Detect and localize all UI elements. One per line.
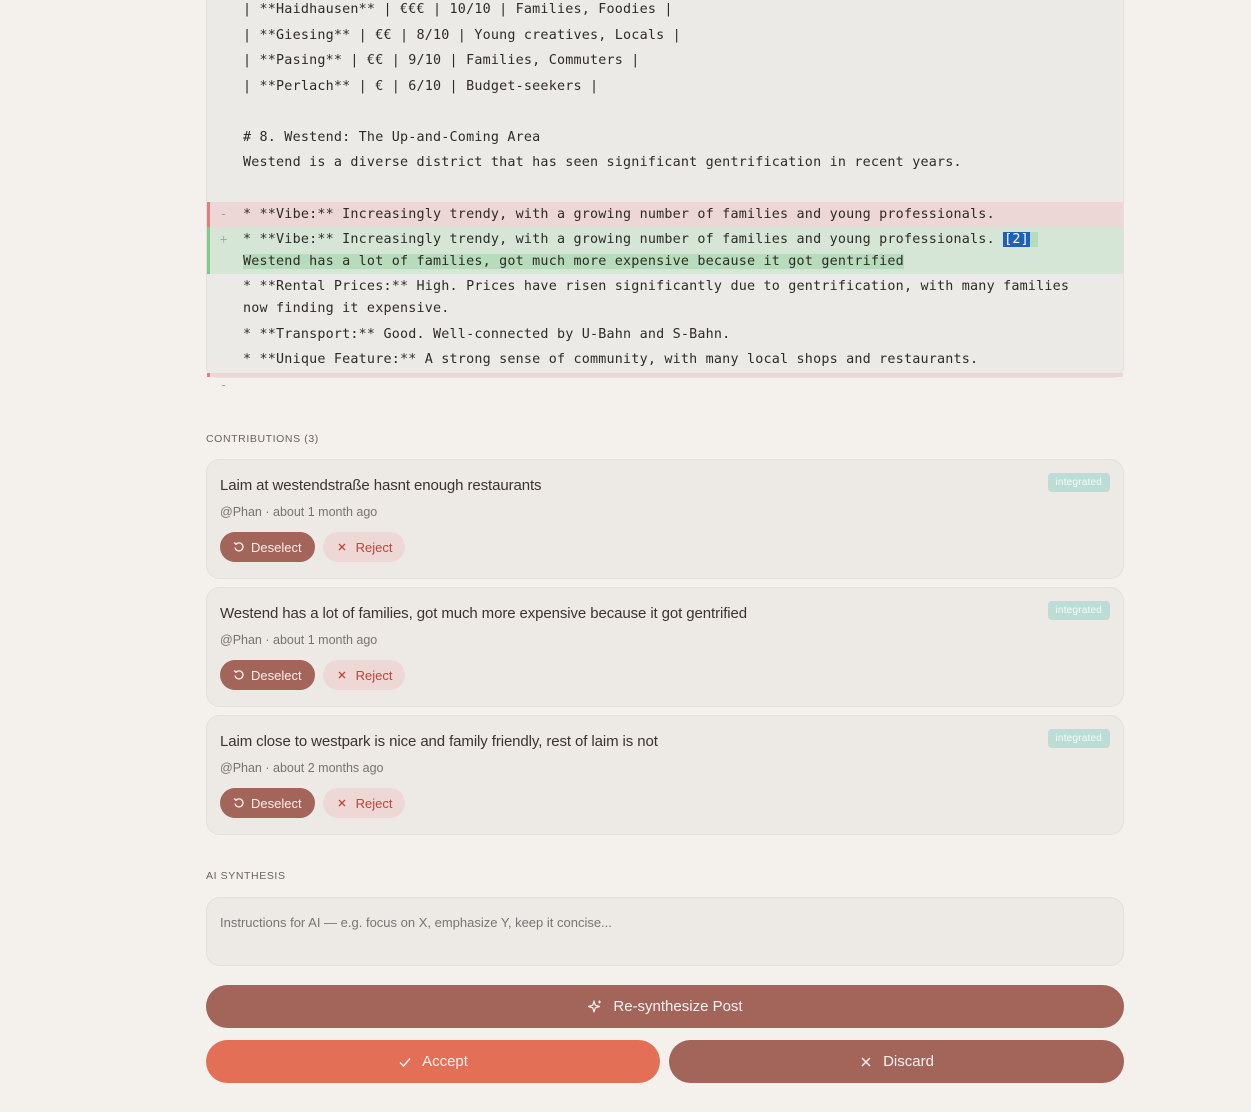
diff-viewer xyxy=(206,0,1124,392)
accept-button[interactable]: Accept xyxy=(206,1040,660,1083)
diff-line: | **Giesing** | €€ | 8/10 | Young creatives, Locals | xyxy=(243,27,681,43)
check-icon xyxy=(398,1055,412,1069)
contribution-meta: @Phan · about 1 month ago xyxy=(220,505,378,519)
diff-line-removed xyxy=(207,373,1123,392)
inserted-text: Westend has a lot of families, got much more expensive because it got gentrified xyxy=(243,232,1039,269)
contribution-card xyxy=(206,715,1124,835)
plus-marker: + xyxy=(220,232,228,247)
contribution-card xyxy=(206,459,1124,579)
diff-blank-line xyxy=(207,176,1123,202)
close-icon xyxy=(859,1055,873,1069)
discard-button[interactable]: Discard xyxy=(669,1040,1124,1083)
deselect-button[interactable]: Deselect xyxy=(220,532,315,562)
status-badge: integrated xyxy=(1048,473,1110,492)
contribution-meta: @Phan · about 2 months ago xyxy=(220,761,384,775)
diff-line-added: + * **Vibe:** Increasingly trendy, with a growing number of families and young professionals. [2] Westend has a lot of families, got much more expensive because it got gentrified xyxy=(207,227,1123,274)
contribution-meta: @Phan · about 1 month ago xyxy=(220,633,378,647)
close-icon xyxy=(336,541,348,553)
undo-icon xyxy=(233,669,245,681)
diff-line: * **Unique Feature:** A strong sense of community, with many local shops and restaurants. xyxy=(243,352,979,368)
ai-synthesis-heading: AI SYNTHESIS xyxy=(206,870,286,882)
citation-reference[interactable]: [2] xyxy=(1004,232,1029,248)
diff-line-removed: - * **Vibe:** Increasingly trendy, with a growing number of families and young professionals. xyxy=(207,202,1123,228)
resynthesize-button[interactable]: Re-synthesize Post xyxy=(206,985,1124,1028)
ai-instructions-input[interactable] xyxy=(206,897,1124,966)
diff-line: | **Haidhausen** | €€€ | 10/10 | Families, Foodies | xyxy=(243,2,673,17)
contribution-card xyxy=(206,587,1124,707)
diff-line: # 8. Westend: The Up-and-Coming Area xyxy=(243,129,541,145)
close-icon xyxy=(336,669,348,681)
contribution-text: Laim close to westpark is nice and family friendly, rest of laim is not xyxy=(220,733,658,750)
diff-line: Westend is a diverse district that has seen significant gentrification in recent years. xyxy=(243,155,962,171)
diff-blank-line xyxy=(207,99,1123,125)
diff-line: * **Transport:** Good. Well-connected by U-Bahn and S-Bahn. xyxy=(243,326,731,342)
status-badge: integrated xyxy=(1048,729,1110,748)
diff-line: | **Perlach** | € | 6/10 | Budget-seekers | xyxy=(243,78,599,94)
sparkles-icon xyxy=(587,999,603,1015)
diff-line: * **Rental Prices:** High. Prices have risen significantly due to gentrification, with many families now finding it expensive. xyxy=(243,279,1078,316)
deselect-button[interactable]: Deselect xyxy=(220,788,315,818)
contributions-heading: CONTRIBUTIONS (3) xyxy=(206,433,319,445)
minus-marker: - xyxy=(220,206,228,221)
reject-button[interactable]: Reject xyxy=(323,532,406,562)
close-icon xyxy=(336,797,348,809)
minus-marker: - xyxy=(220,377,228,392)
contribution-text: Laim at westendstraße hasnt enough restaurants xyxy=(220,477,542,494)
undo-icon xyxy=(233,797,245,809)
undo-icon xyxy=(233,541,245,553)
deselect-button[interactable]: Deselect xyxy=(220,660,315,690)
reject-button[interactable]: Reject xyxy=(323,660,406,690)
contribution-text: Westend has a lot of families, got much more expensive because it got gentrified xyxy=(220,605,748,622)
diff-line: | **Pasing** | €€ | 9/10 | Families, Commuters | xyxy=(243,53,640,69)
reject-button[interactable]: Reject xyxy=(323,788,406,818)
status-badge: integrated xyxy=(1048,601,1110,620)
